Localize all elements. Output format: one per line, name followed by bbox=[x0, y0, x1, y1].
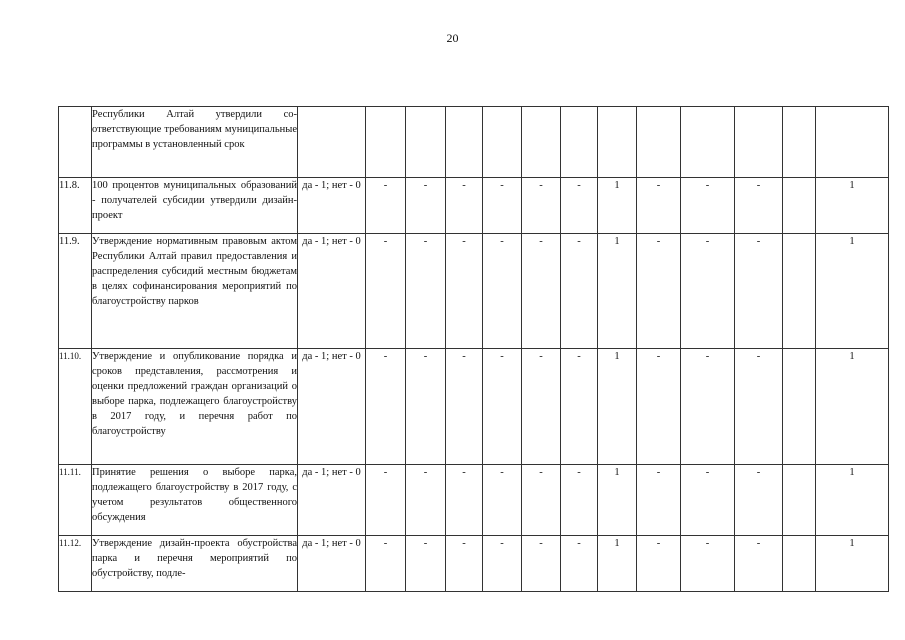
table-row bbox=[59, 178, 889, 234]
value-cell bbox=[783, 349, 816, 465]
value-cell bbox=[483, 107, 522, 178]
value-cell: 1 bbox=[598, 465, 637, 536]
value-cell: - bbox=[681, 178, 735, 234]
table-row bbox=[59, 107, 889, 178]
value-cell: 1 bbox=[816, 536, 889, 592]
value-cell: - bbox=[681, 536, 735, 592]
value-cell: - bbox=[483, 234, 522, 349]
value-cell: - bbox=[637, 349, 681, 465]
row-description: Республики Алтай утвердили соответствующие требованиям муниципальные программы в установленный срок bbox=[92, 107, 298, 178]
row-description: Принятие решения о выборе парка, подлежащего благоустройству в 2017 году, с учетом результатов общественного обсуждения bbox=[92, 465, 298, 536]
value-cell: - bbox=[366, 234, 406, 349]
value-cell: 1 bbox=[598, 234, 637, 349]
value-cell: - bbox=[483, 536, 522, 592]
value-cell bbox=[561, 107, 598, 178]
value-cell: - bbox=[735, 536, 783, 592]
row-number: 11.8. bbox=[59, 178, 92, 234]
row-unit: да - 1; нет - 0 bbox=[298, 178, 366, 234]
value-cell: - bbox=[561, 178, 598, 234]
value-cell: - bbox=[561, 465, 598, 536]
value-cell: - bbox=[366, 178, 406, 234]
value-cell: 1 bbox=[816, 234, 889, 349]
row-description: Утверждение дизайн-проекта обустройства парка и перечня мероприятий по обустройству, подле- bbox=[92, 536, 298, 592]
value-cell: - bbox=[561, 536, 598, 592]
value-cell bbox=[783, 234, 816, 349]
value-cell: - bbox=[681, 349, 735, 465]
value-cell: - bbox=[637, 234, 681, 349]
row-number: 11.10. bbox=[59, 349, 92, 465]
row-unit: да - 1; нет - 0 bbox=[298, 349, 366, 465]
value-cell: - bbox=[522, 234, 561, 349]
row-unit: да - 1; нет - 0 bbox=[298, 536, 366, 592]
row-number bbox=[59, 107, 92, 178]
value-cell: - bbox=[637, 536, 681, 592]
value-cell: - bbox=[446, 465, 483, 536]
value-cell: - bbox=[522, 536, 561, 592]
value-cell: - bbox=[735, 465, 783, 536]
value-cell: - bbox=[522, 178, 561, 234]
table-row bbox=[59, 536, 889, 592]
value-cell: - bbox=[406, 465, 446, 536]
row-description: Утверждение и опубликование порядка и сроков представления, рассмотрения и оценки предложений граждан организаций о выборе парка, подлежащего благоустройству в 2017 году, и перечня работ по благоустройству bbox=[92, 349, 298, 465]
value-cell: - bbox=[483, 465, 522, 536]
value-cell bbox=[366, 107, 406, 178]
value-cell bbox=[783, 107, 816, 178]
table-row bbox=[59, 234, 889, 349]
table-row bbox=[59, 349, 889, 465]
value-cell: - bbox=[483, 178, 522, 234]
value-cell: - bbox=[366, 536, 406, 592]
value-cell bbox=[406, 107, 446, 178]
value-cell: - bbox=[446, 178, 483, 234]
value-cell bbox=[522, 107, 561, 178]
value-cell: - bbox=[681, 234, 735, 349]
value-cell bbox=[783, 536, 816, 592]
row-number: 11.11. bbox=[59, 465, 92, 536]
value-cell: - bbox=[406, 536, 446, 592]
value-cell bbox=[783, 465, 816, 536]
value-cell: 1 bbox=[598, 178, 637, 234]
value-cell: - bbox=[522, 349, 561, 465]
value-cell bbox=[637, 107, 681, 178]
row-description: 100 процентов муниципальных образований - получателей субсидии утвердили дизайн-проект bbox=[92, 178, 298, 234]
value-cell: - bbox=[681, 465, 735, 536]
value-cell bbox=[598, 107, 637, 178]
row-unit: да - 1; нет - 0 bbox=[298, 465, 366, 536]
value-cell: 1 bbox=[816, 465, 889, 536]
row-unit bbox=[298, 107, 366, 178]
value-cell bbox=[783, 178, 816, 234]
value-cell bbox=[735, 107, 783, 178]
value-cell: - bbox=[406, 349, 446, 465]
value-cell bbox=[681, 107, 735, 178]
value-cell: - bbox=[637, 465, 681, 536]
row-number: 11.12. bbox=[59, 536, 92, 592]
value-cell: - bbox=[406, 178, 446, 234]
value-cell: - bbox=[522, 465, 561, 536]
value-cell: - bbox=[446, 536, 483, 592]
value-cell: - bbox=[637, 178, 681, 234]
value-cell: - bbox=[446, 234, 483, 349]
row-unit: да - 1; нет - 0 bbox=[298, 234, 366, 349]
value-cell: - bbox=[366, 349, 406, 465]
value-cell: - bbox=[483, 349, 522, 465]
value-cell: - bbox=[561, 234, 598, 349]
value-cell: - bbox=[735, 178, 783, 234]
page-number: 20 bbox=[446, 31, 459, 45]
indicators-table bbox=[58, 106, 889, 592]
value-cell: - bbox=[446, 349, 483, 465]
row-number: 11.9. bbox=[59, 234, 92, 349]
value-cell: 1 bbox=[816, 178, 889, 234]
table-row bbox=[59, 465, 889, 536]
value-cell: - bbox=[561, 349, 598, 465]
value-cell: - bbox=[366, 465, 406, 536]
value-cell: 1 bbox=[598, 536, 637, 592]
value-cell: - bbox=[735, 234, 783, 349]
row-description: Утверждение нормативным правовым актом Республики Алтай правил предоставления и распределения субсидий местным бюджетам в целях софинансирования мероприятий по благоустройству парков bbox=[92, 234, 298, 349]
value-cell: 1 bbox=[598, 349, 637, 465]
value-cell bbox=[446, 107, 483, 178]
value-cell bbox=[816, 107, 889, 178]
value-cell: - bbox=[735, 349, 783, 465]
value-cell: - bbox=[406, 234, 446, 349]
value-cell: 1 bbox=[816, 349, 889, 465]
